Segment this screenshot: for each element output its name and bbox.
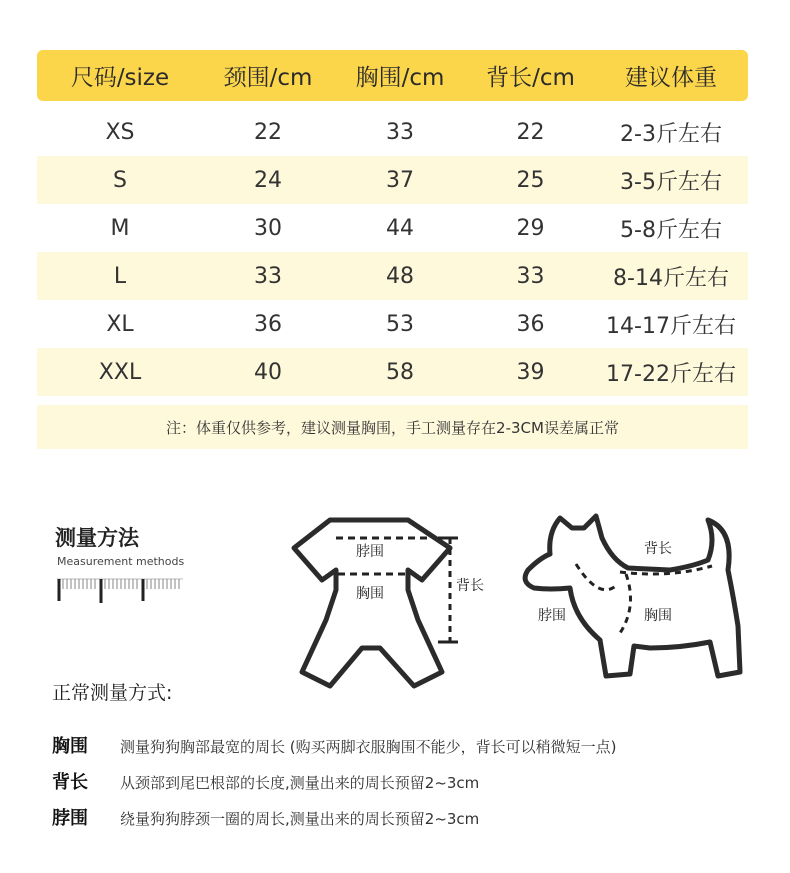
header-neck: 颈围/cm [223,65,313,91]
cell-neck: 33 [254,263,282,289]
size-table [37,50,748,396]
table-row [37,156,748,204]
ruler-icon [55,575,185,607]
cell-size: M [110,215,130,241]
cell-back: 29 [516,215,545,241]
cell-size: XS [105,119,135,145]
cell-chest: 33 [386,119,414,145]
definition-back [52,768,479,794]
cell-back: 22 [516,119,545,145]
cell-chest: 53 [386,311,414,337]
cell-back: 36 [516,311,545,337]
table-row [37,204,748,252]
cell-size: L [113,263,127,289]
cell-chest: 48 [386,263,414,289]
table-row [37,252,748,300]
table-header [37,50,748,101]
cell-size: XL [106,311,134,337]
clothes-diagram [290,508,500,702]
definition-term: 背长 [52,772,88,793]
clothes-neck-label: 脖围 [356,544,384,560]
dog-outline-icon [520,508,745,688]
definition-neck [52,804,479,830]
cell-weight: 14-17斤左右 [606,313,736,339]
dog-chest-label: 胸围 [644,608,672,624]
cell-weight: 3-5斤左右 [620,169,722,195]
cell-weight: 8-14斤左右 [613,265,729,291]
definition-term: 脖围 [52,808,88,829]
cell-back: 33 [516,263,545,289]
header-weight: 建议体重 [625,65,717,91]
cell-weight: 17-22斤左右 [606,361,736,387]
cell-neck: 30 [254,215,282,241]
cell-neck: 36 [254,311,282,337]
definition-desc: 绕量狗狗脖颈一圈的周长,测量出来的周长预留2~3cm [120,810,480,828]
cell-chest: 58 [386,359,414,385]
header-chest: 胸围/cm [355,65,445,91]
pet-clothes-outline-icon [290,508,500,698]
dog-back-label: 背长 [644,541,672,557]
cell-weight: 5-8斤左右 [620,217,722,243]
table-row [37,348,748,396]
cell-size: XXL [98,359,142,385]
method-title: 测量方法 [55,526,139,550]
header-size: 尺码/size [70,65,170,91]
cell-weight: 2-3斤左右 [620,121,722,147]
definition-desc: 从颈部到尾巴根部的长度,测量出来的周长预留2~3cm [120,774,480,792]
cell-chest: 37 [386,167,414,193]
cell-neck: 40 [254,359,282,385]
cell-neck: 24 [254,167,282,193]
definition-desc: 测量狗狗胸部最宽的周长 (购买两脚衣服胸围不能少，背长可以稍微短一点) [120,738,617,756]
table-row [37,300,748,348]
clothes-back-label: 背长 [456,578,484,594]
definition-term: 胸围 [52,736,88,757]
dog-neck-label: 脖围 [538,608,566,624]
clothes-chest-label: 胸围 [356,586,384,602]
cell-back: 25 [516,167,545,193]
normal-measure-title: 正常测量方式: [52,682,173,704]
method-subtitle: Measurement methods [57,555,185,568]
cell-back: 39 [516,359,545,385]
table-row [37,108,748,156]
header-back: 背长/cm [486,65,575,91]
cell-size: S [113,167,127,193]
definition-chest [52,732,616,758]
cell-neck: 22 [254,119,282,145]
dog-diagram [520,508,745,692]
weight-note: 注：体重仅供参考，建议测量胸围，手工测量存在2-3CM误差属正常 [37,405,748,449]
cell-chest: 44 [386,215,414,241]
